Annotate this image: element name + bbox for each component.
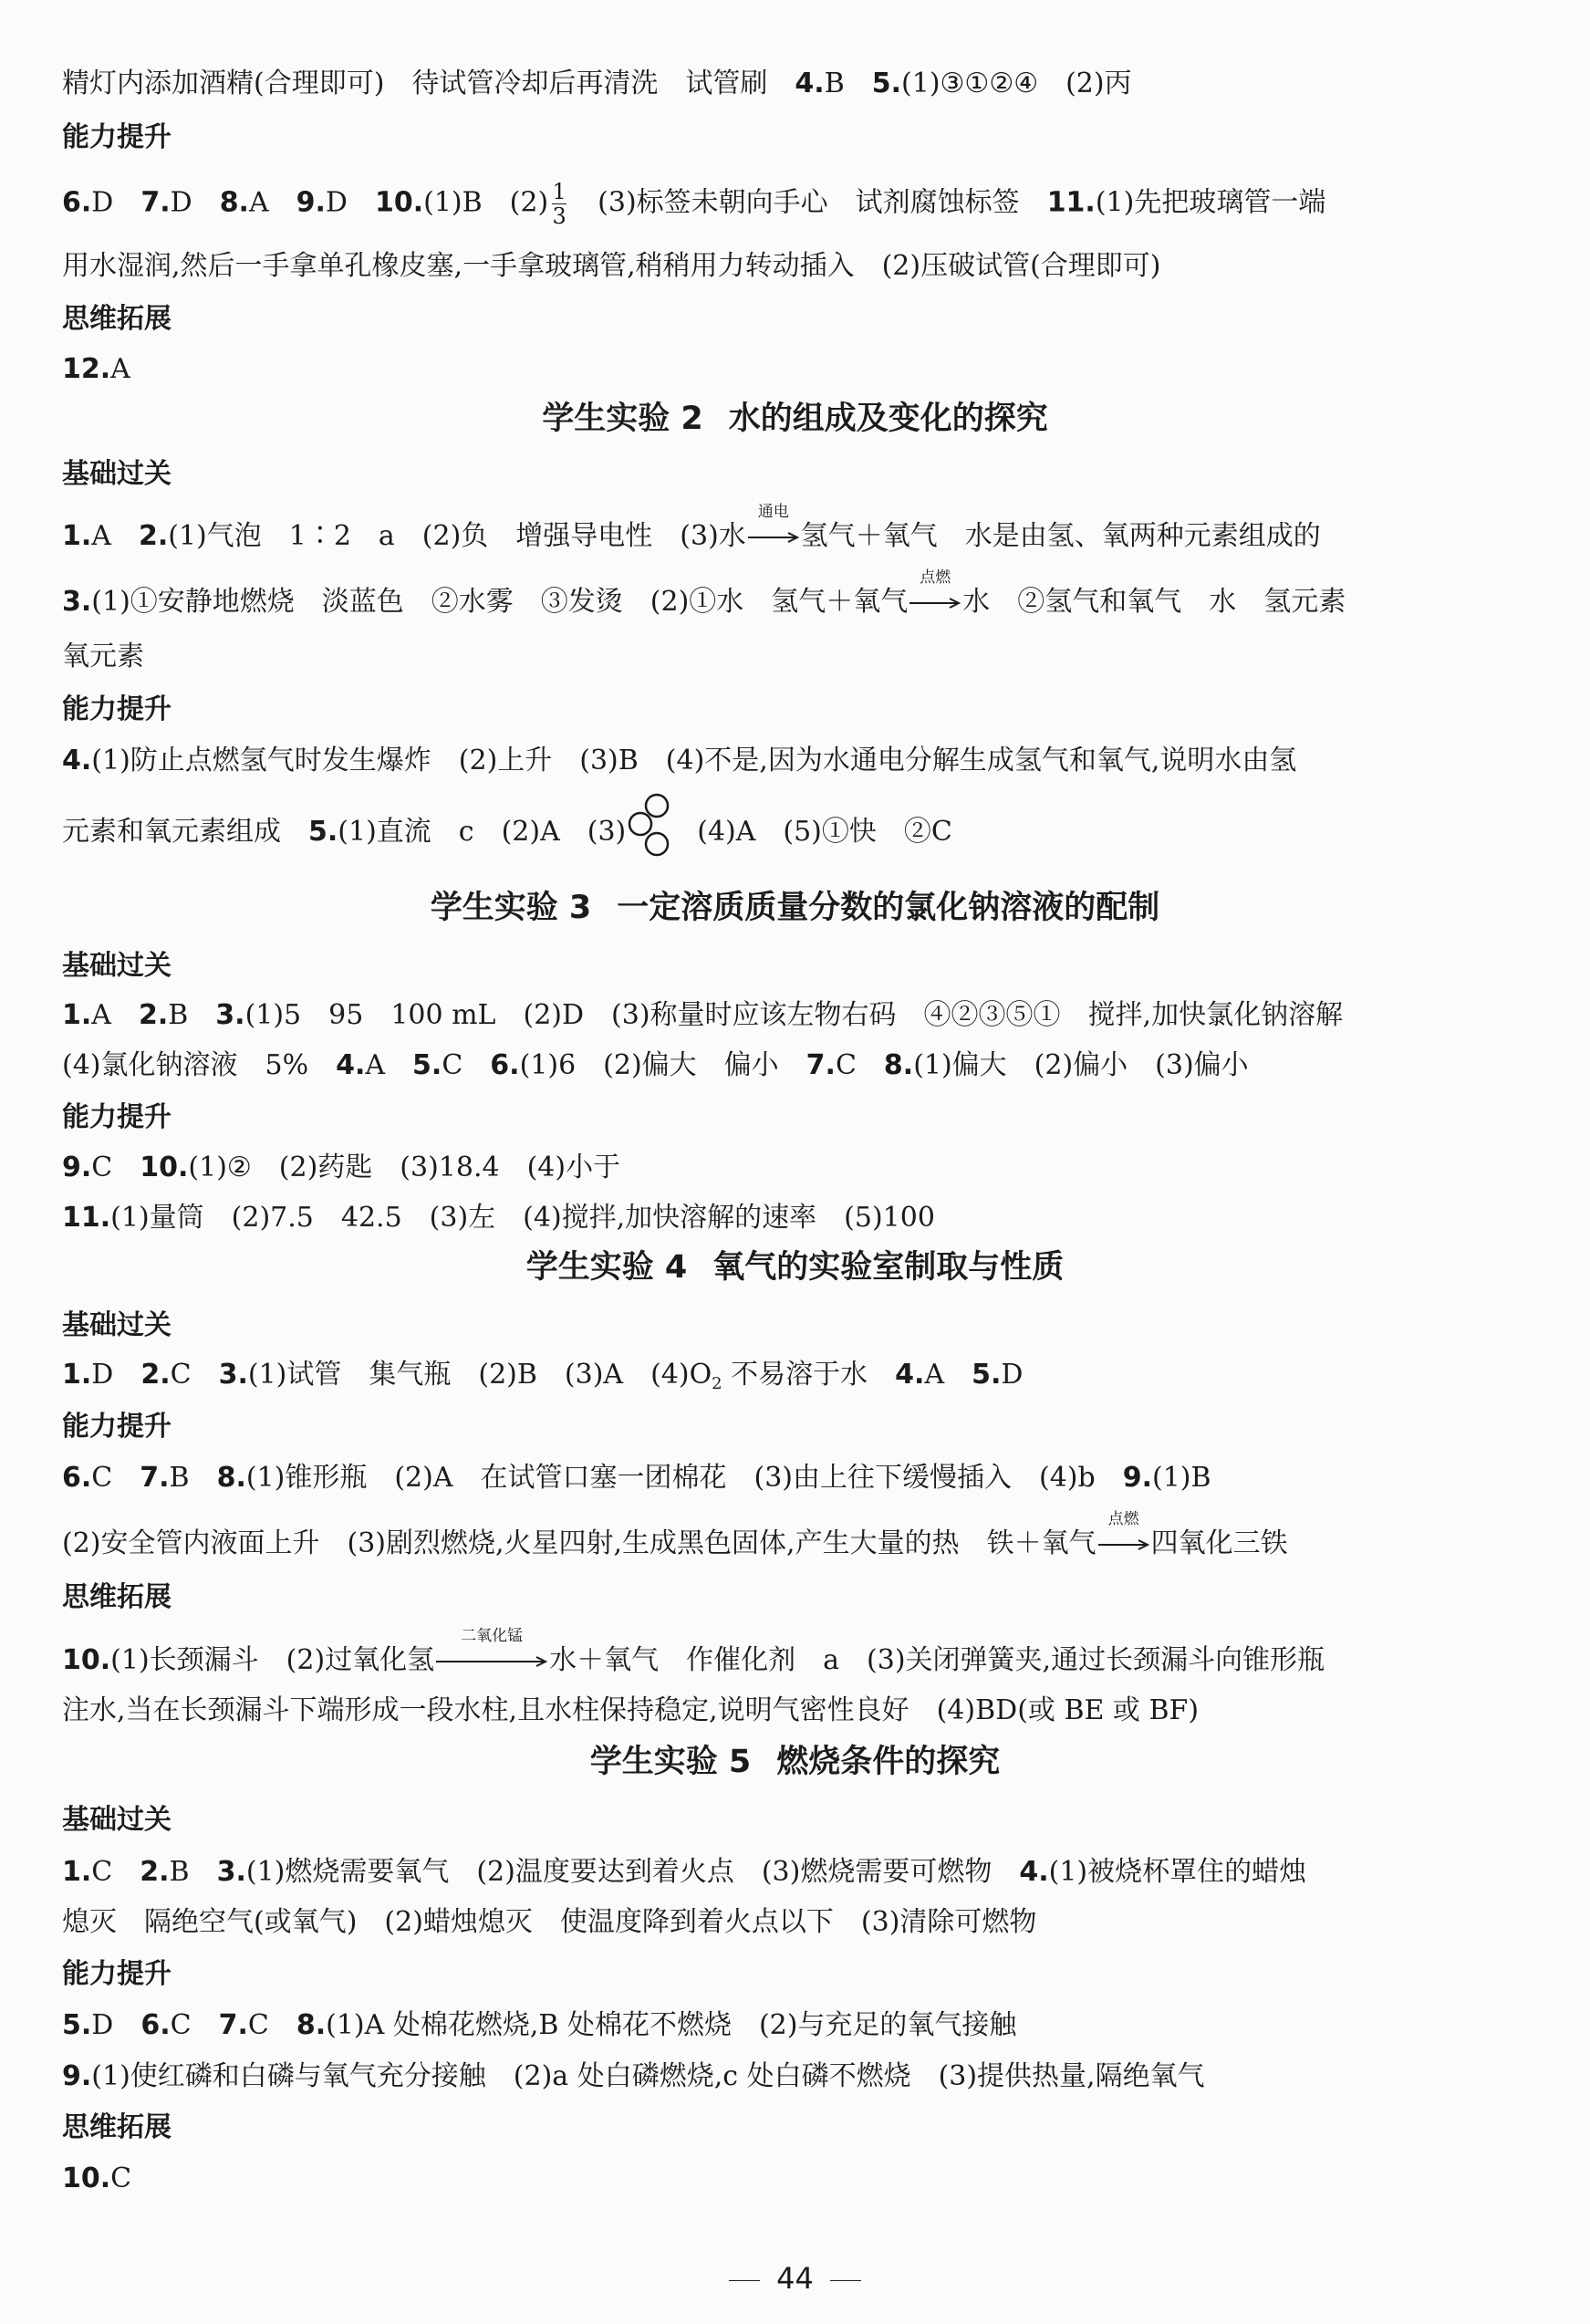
section-heading: 基础过关 — [62, 950, 171, 982]
page-number: 44 — [0, 2261, 1590, 2296]
answer-line: 1.A 2.B 3.(1)5 95 100 mL (2)D (3)称量时应该左物右码 ④②③⑤① 搅拌,加快氯化钠溶解 — [62, 999, 1344, 1031]
answer-line: 元素和氧元素组成 5.(1)直流 c (2)A (3) (4)A (5)①快 ②C — [62, 814, 1535, 850]
reaction-arrow: 点燃 — [1096, 1526, 1151, 1562]
answer-line: 6.C 7.B 8.(1)锥形瓶 (2)A 在试管口塞一团棉花 (3)由上往下缓慢插入 (4)b 9.(1)B — [62, 1462, 1211, 1494]
answer-line: 1.C 2.B 3.(1)燃烧需要氧气 (2)温度要达到着火点 (3)燃烧需要可燃物 4.(1)被烧杯罩住的蜡烛 — [62, 1856, 1307, 1888]
answer-line: (2)安全管内液面上升 (3)剧烈燃烧,火星四射,生成黑色固体,产生大量的热 铁＋氧气 点燃 四氧化三铁 — [62, 1526, 1535, 1562]
section-heading: 能力提升 — [62, 693, 171, 725]
experiment-title: 学生实验 5 燃烧条件的探究 — [589, 1744, 1001, 1780]
answer-line: 6.D 7.D 8.A 9.D 10.(1)B (2) $\frac{1}{3}$ (3)标签未朝向手心 试剂腐蚀标签 11.(1)先把玻璃管一端 — [62, 179, 1326, 229]
oxygen-molecule-icon — [626, 789, 670, 862]
section-heading: 能力提升 — [62, 1958, 171, 1990]
answer-line: 3.(1)①安静地燃烧 淡蓝色 ②水雾 ③发烫 (2)①水 氢气＋氧气 点燃 水 ②氢气和氧气 水 氢元素 — [62, 584, 1535, 620]
answer-line: 9.C 10.(1)② (2)药匙 (3)18.4 (4)小于 — [62, 1152, 621, 1183]
section-heading: 思维拓展 — [62, 303, 171, 335]
dash-left — [729, 2280, 760, 2281]
answer-line: 精灯内添加酒精(合理即可) 待试管冷却后再清洗 试管刷 4.B 5.(1)③①②④ (2)丙 — [62, 68, 1132, 99]
answer-line: 9.(1)使红磷和白磷与氧气充分接触 (2)a 处白磷燃烧,c 处白磷不燃烧 (3)提供热量,隔绝氧气 — [62, 2060, 1205, 2092]
answer-line: 11.(1)量筒 (2)7.5 42.5 (3)左 (4)搅拌,加快溶解的速率 (5)100 — [62, 1202, 935, 1234]
section-heading: 基础过关 — [62, 1804, 171, 1836]
experiment-title: 学生实验 2 水的组成及变化的探究 — [542, 401, 1048, 437]
answer-line: 注水,当在长颈漏斗下端形成一段水柱,且水柱保持稳定,说明气密性良好 (4)BD(或 BE 或 BF) — [62, 1694, 1200, 1726]
answer-line: 4.(1)防止点燃氢气时发生爆炸 (2)上升 (3)B (4)不是,因为水通电分解生成氢气和氧气,说明水由氢 — [62, 745, 1297, 776]
section-heading: 能力提升 — [62, 1411, 171, 1443]
section-heading: 基础过关 — [62, 458, 171, 490]
answer-line: 用水湿润,然后一手拿单孔橡皮塞,一手拿玻璃管,稍稍用力转动插入 (2)压破试管(合理即可) — [62, 250, 1161, 282]
answer-line: 1.D 2.C 3.(1)试管 集气瓶 (2)B (3)A $(4)O_2$ 不易溶于水 4.A 5.D — [62, 1359, 1024, 1393]
fraction: $\frac{1}{3}$ — [552, 179, 566, 229]
answer-line: 10.(1)长颈漏斗 (2)过氧化氢 二氧化锰 水＋氧气 作催化剂 a (3)关闭弹簧夹,通过长颈漏斗向锥形瓶 — [62, 1642, 1535, 1679]
answer-line: 1.A 2.(1)气泡 1∶2 a (2)负 增强导电性 (3)水 通电 氢气＋氧气 水是由氢、氧两种元素组成的 — [62, 518, 1535, 555]
reaction-arrow: 二氧化锰 — [434, 1642, 549, 1679]
section-heading: 能力提升 — [62, 121, 171, 153]
experiment-title: 学生实验 3 一定溶质质量分数的氯化钠溶液的配制 — [430, 890, 1160, 926]
reaction-arrow: 点燃 — [908, 584, 962, 620]
section-heading: 思维拓展 — [62, 2111, 171, 2143]
answer-line: 12.A — [62, 353, 130, 385]
reaction-arrow: 通电 — [746, 518, 801, 555]
dash-right — [830, 2280, 861, 2281]
section-heading: 思维拓展 — [62, 1581, 171, 1613]
section-heading: 能力提升 — [62, 1101, 171, 1133]
experiment-title: 学生实验 4 氧气的实验室制取与性质 — [525, 1249, 1065, 1286]
answer-line: 10.C — [62, 2162, 132, 2194]
answer-line: 氧元素 — [62, 641, 144, 672]
answer-line: (4)氯化钠溶液 5% 4.A 5.C 6.(1)6 (2)偏大 偏小 7.C 8.(1)偏大 (2)偏小 (3)偏小 — [62, 1049, 1249, 1081]
answer-line: 熄灭 隔绝空气(或氧气) (2)蜡烛熄灭 使温度降到着火点以下 (3)清除可燃物 — [62, 1906, 1037, 1938]
answer-line: 5.D 6.C 7.C 8.(1)A 处棉花燃烧,B 处棉花不燃烧 (2)与充足的氧气接触 — [62, 2009, 1017, 2041]
section-heading: 基础过关 — [62, 1309, 171, 1341]
